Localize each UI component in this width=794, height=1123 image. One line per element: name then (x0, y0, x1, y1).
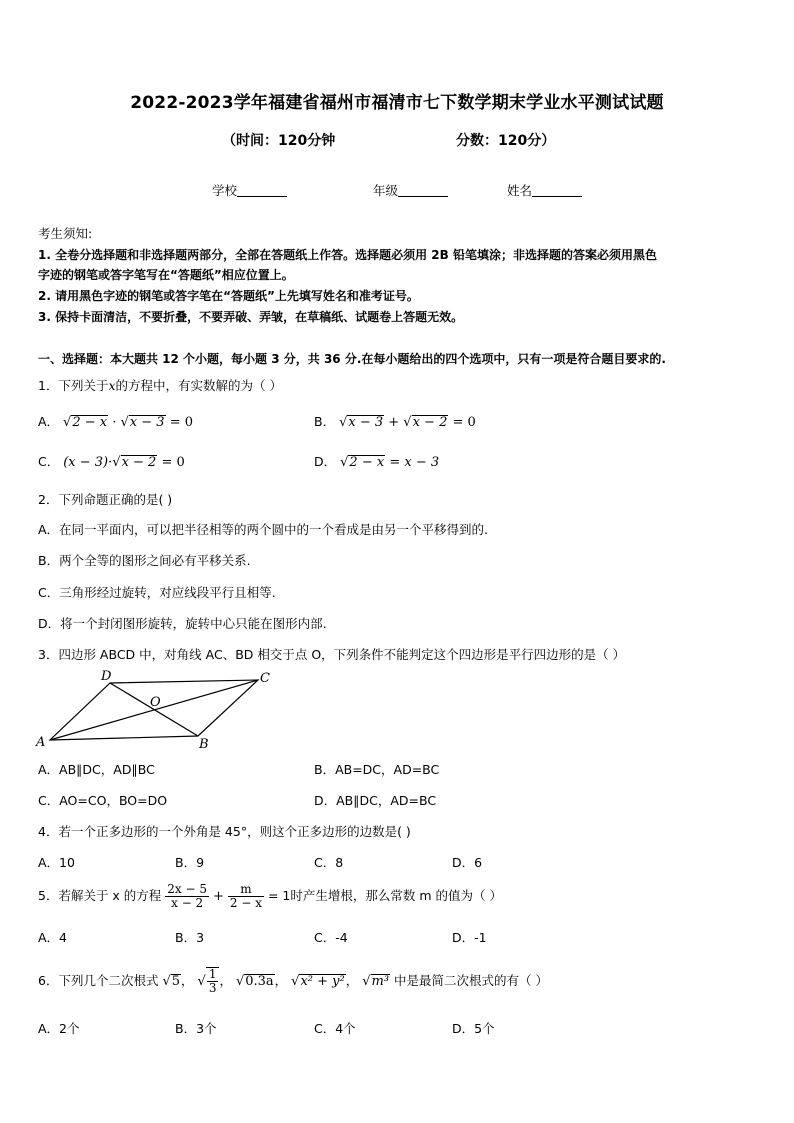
q1b-radicand-1: x − 3 (348, 415, 384, 430)
q4-option-d: D．6 (452, 855, 483, 870)
q5-option-c: C．-4 (314, 930, 348, 945)
q6-radical-4: √x² + y² (291, 974, 345, 989)
school-blank (237, 184, 287, 197)
question-3-stem: 3．四边形 ABCD 中，对角线 AC、BD 相交于点 O，下列条件不能判定这个四边形是平行四边形的是（ ） (38, 647, 626, 662)
q5-stem-part-b: = 1时产生增根，那么常数 m 的值为（ ） (267, 888, 502, 903)
vertex-a-label: A (36, 735, 46, 750)
notice-item-2: 2. 请用黑色字迹的钢笔或答字笔在“答题纸”上先填写姓名和准考证号。 (38, 289, 419, 303)
question-6-stem: 6．下列几个二次根式 √5， √ $\frac{1}{3}$ ， √0.3a， √x² + y²， √m³ 中是最简二次根式的有（ ） (38, 966, 549, 995)
point-o-label: O (150, 695, 161, 710)
q5-fraction-1-numerator: 2x − 5 (167, 881, 208, 896)
q5-fraction-2-numerator: m (228, 883, 264, 897)
q1-stem-part-b: 的方程中，有实数解的为（ ） (115, 378, 282, 393)
q1-variable: x (108, 378, 116, 393)
q5-option-d: D．-1 (452, 930, 487, 945)
q6-radicand-2-numerator: 1 (208, 966, 217, 981)
q1-option-d-label: D． (314, 454, 337, 469)
exam-time: （时间：120分钟 (222, 133, 336, 149)
q3-option-c: C．AO=CO，BO=DO (38, 793, 168, 808)
q6-radical-2: √ $\frac{1}{3}$ (198, 974, 220, 989)
q5-fraction-1-denominator: x − 2 (171, 896, 204, 910)
q6-option-c: C．4个 (314, 1021, 356, 1036)
q1-option-a-equation: √2 − x · √x − 3 = 0 (63, 415, 193, 430)
q1a-radicand-1: 2 − x (72, 415, 108, 430)
notice-item-1: 1. 全卷分选择题和非选择题两部分，全部在答题纸上作答。选择题必须用 2B 铅笔填涂；非选择题的答案必须用黑色 (38, 248, 657, 262)
q1-option-b-label: B． (314, 414, 336, 429)
page-title: 2022-2023学年福建省福州市福清市七下数学期末学业水平测试试题 (130, 93, 664, 113)
q6-radicand-4: x² + y² (300, 974, 345, 989)
q1-option-d-equation: √2 − x = x − 3 (340, 455, 440, 470)
school-label: 学校 (212, 183, 238, 198)
q1c-factor: (x − 3)· (63, 455, 113, 470)
q6-radical-5: √m³ (362, 974, 390, 989)
q6-radical-3: √0.3a (235, 974, 274, 989)
vertex-d-label: D (101, 669, 112, 684)
q6-option-a: A．2个 (38, 1021, 80, 1036)
q1d-rhs: = x − 3 (389, 455, 440, 470)
q2-option-c: C．三角形经过旋转，对应线段平行且相等. (38, 585, 276, 600)
exam-score: 分数：120分） (456, 133, 556, 149)
notice-heading: 考生须知: (38, 226, 93, 241)
q1-option-c-equation: (x − 3)·√x − 2 = 0 (63, 455, 185, 470)
q3-option-a: A．AB∥DC，AD∥BC (38, 762, 155, 777)
q5-stem-part-a: 5．若解关于 x 的方程 (38, 888, 162, 903)
q6-option-d: D．5个 (452, 1021, 495, 1036)
q6-radicand-5: m³ (371, 974, 390, 989)
q2-option-d: D．将一个封闭图形旋转，旋转中心只能在图形内部. (38, 616, 327, 631)
grade-field (373, 181, 448, 199)
question-4-stem: 4．若一个正多边形的一个外角是 45°，则这个正多边形的边数是( ) (38, 824, 411, 839)
q5-fraction-2-denominator: 2 − x (229, 896, 262, 910)
q6-radicand-2-denominator: 3 (208, 981, 217, 995)
vertex-c-label: C (260, 671, 270, 686)
q6-stem-part-b: 中是最简二次根式的有（ ） (394, 973, 549, 988)
question-2-stem: 2．下列命题正确的是( ) (38, 492, 173, 507)
q1-option-a-label: A． (38, 414, 60, 429)
q1c-radicand: x − 2 (121, 455, 157, 470)
grade-blank (398, 184, 448, 197)
section-1-heading: 一、选择题：本大题共 12 个小题，每小题 3 分，共 36 分.在每小题给出的四个选项中，只有一项是符合题目要求的. (38, 352, 666, 366)
q1d-radicand: 2 − x (349, 455, 385, 470)
q6-radical-1: √5 (162, 974, 181, 989)
q1a-rhs: = 0 (169, 415, 193, 430)
q6-radicand-1: 5 (171, 974, 181, 989)
q2-option-b: B．两个全等的图形之间必有平移关系. (38, 553, 251, 568)
parallelogram-figure (30, 666, 280, 752)
notice-item-3: 3. 保持卡面清洁，不要折叠，不要弄破、弄皱，在草稿纸、试题卷上答题无效。 (38, 310, 464, 324)
q1-option-d (314, 452, 439, 471)
q1b-radicand-2: x − 2 (412, 415, 448, 430)
q1-option-b-equation: √x − 3 + √x − 2 = 0 (339, 415, 476, 430)
q3-option-d: D．AB∥DC，AD=BC (314, 793, 437, 808)
q1-option-c (38, 452, 185, 471)
name-label: 姓名 (507, 183, 533, 198)
q1-stem-part-a: 1．下列关于 (38, 378, 109, 393)
school-field (212, 181, 287, 199)
q5-fraction-2 (228, 883, 264, 910)
notice-item-1-cont: 字迹的钢笔或答字笔写在“答题纸”相应位置上。 (38, 268, 294, 282)
q5-option-a: A．4 (38, 930, 68, 945)
q1c-rhs: = 0 (161, 455, 185, 470)
q5-option-b: B．3 (175, 930, 205, 945)
name-blank (532, 184, 582, 197)
q6-radicand-3: 0.3a (245, 974, 274, 989)
q6-stem-part-a: 6．下列几个二次根式 (38, 973, 159, 988)
q5-fraction-1 (165, 883, 209, 910)
grade-label: 年级 (373, 183, 399, 198)
q4-option-a: A．10 (38, 855, 75, 870)
q6-option-b: B．3个 (175, 1021, 217, 1036)
q4-option-c: C．8 (314, 855, 344, 870)
q3-option-b: B．AB=DC，AD=BC (314, 762, 440, 777)
q1-option-b (314, 412, 476, 431)
q2-option-a: A．在同一平面内，可以把半径相等的两个圆中的一个看成是由另一个平移得到的. (38, 522, 489, 537)
q1-option-c-label: C． (38, 454, 60, 469)
q1a-radicand-2: x − 3 (129, 415, 165, 430)
vertex-b-label: B (199, 737, 209, 752)
question-1-stem (38, 376, 282, 394)
question-5-stem: 5．若解关于 x 的方程 $\frac{2x - 5}{x - 2}$ + $\frac{m}{2 - x}$ = 1时产生增根，那么常数 m 的值为（ ） (38, 881, 502, 910)
q1-option-a (38, 412, 193, 431)
name-field (507, 181, 582, 199)
q1b-rhs: = 0 (452, 415, 476, 430)
q4-option-b: B．9 (175, 855, 205, 870)
